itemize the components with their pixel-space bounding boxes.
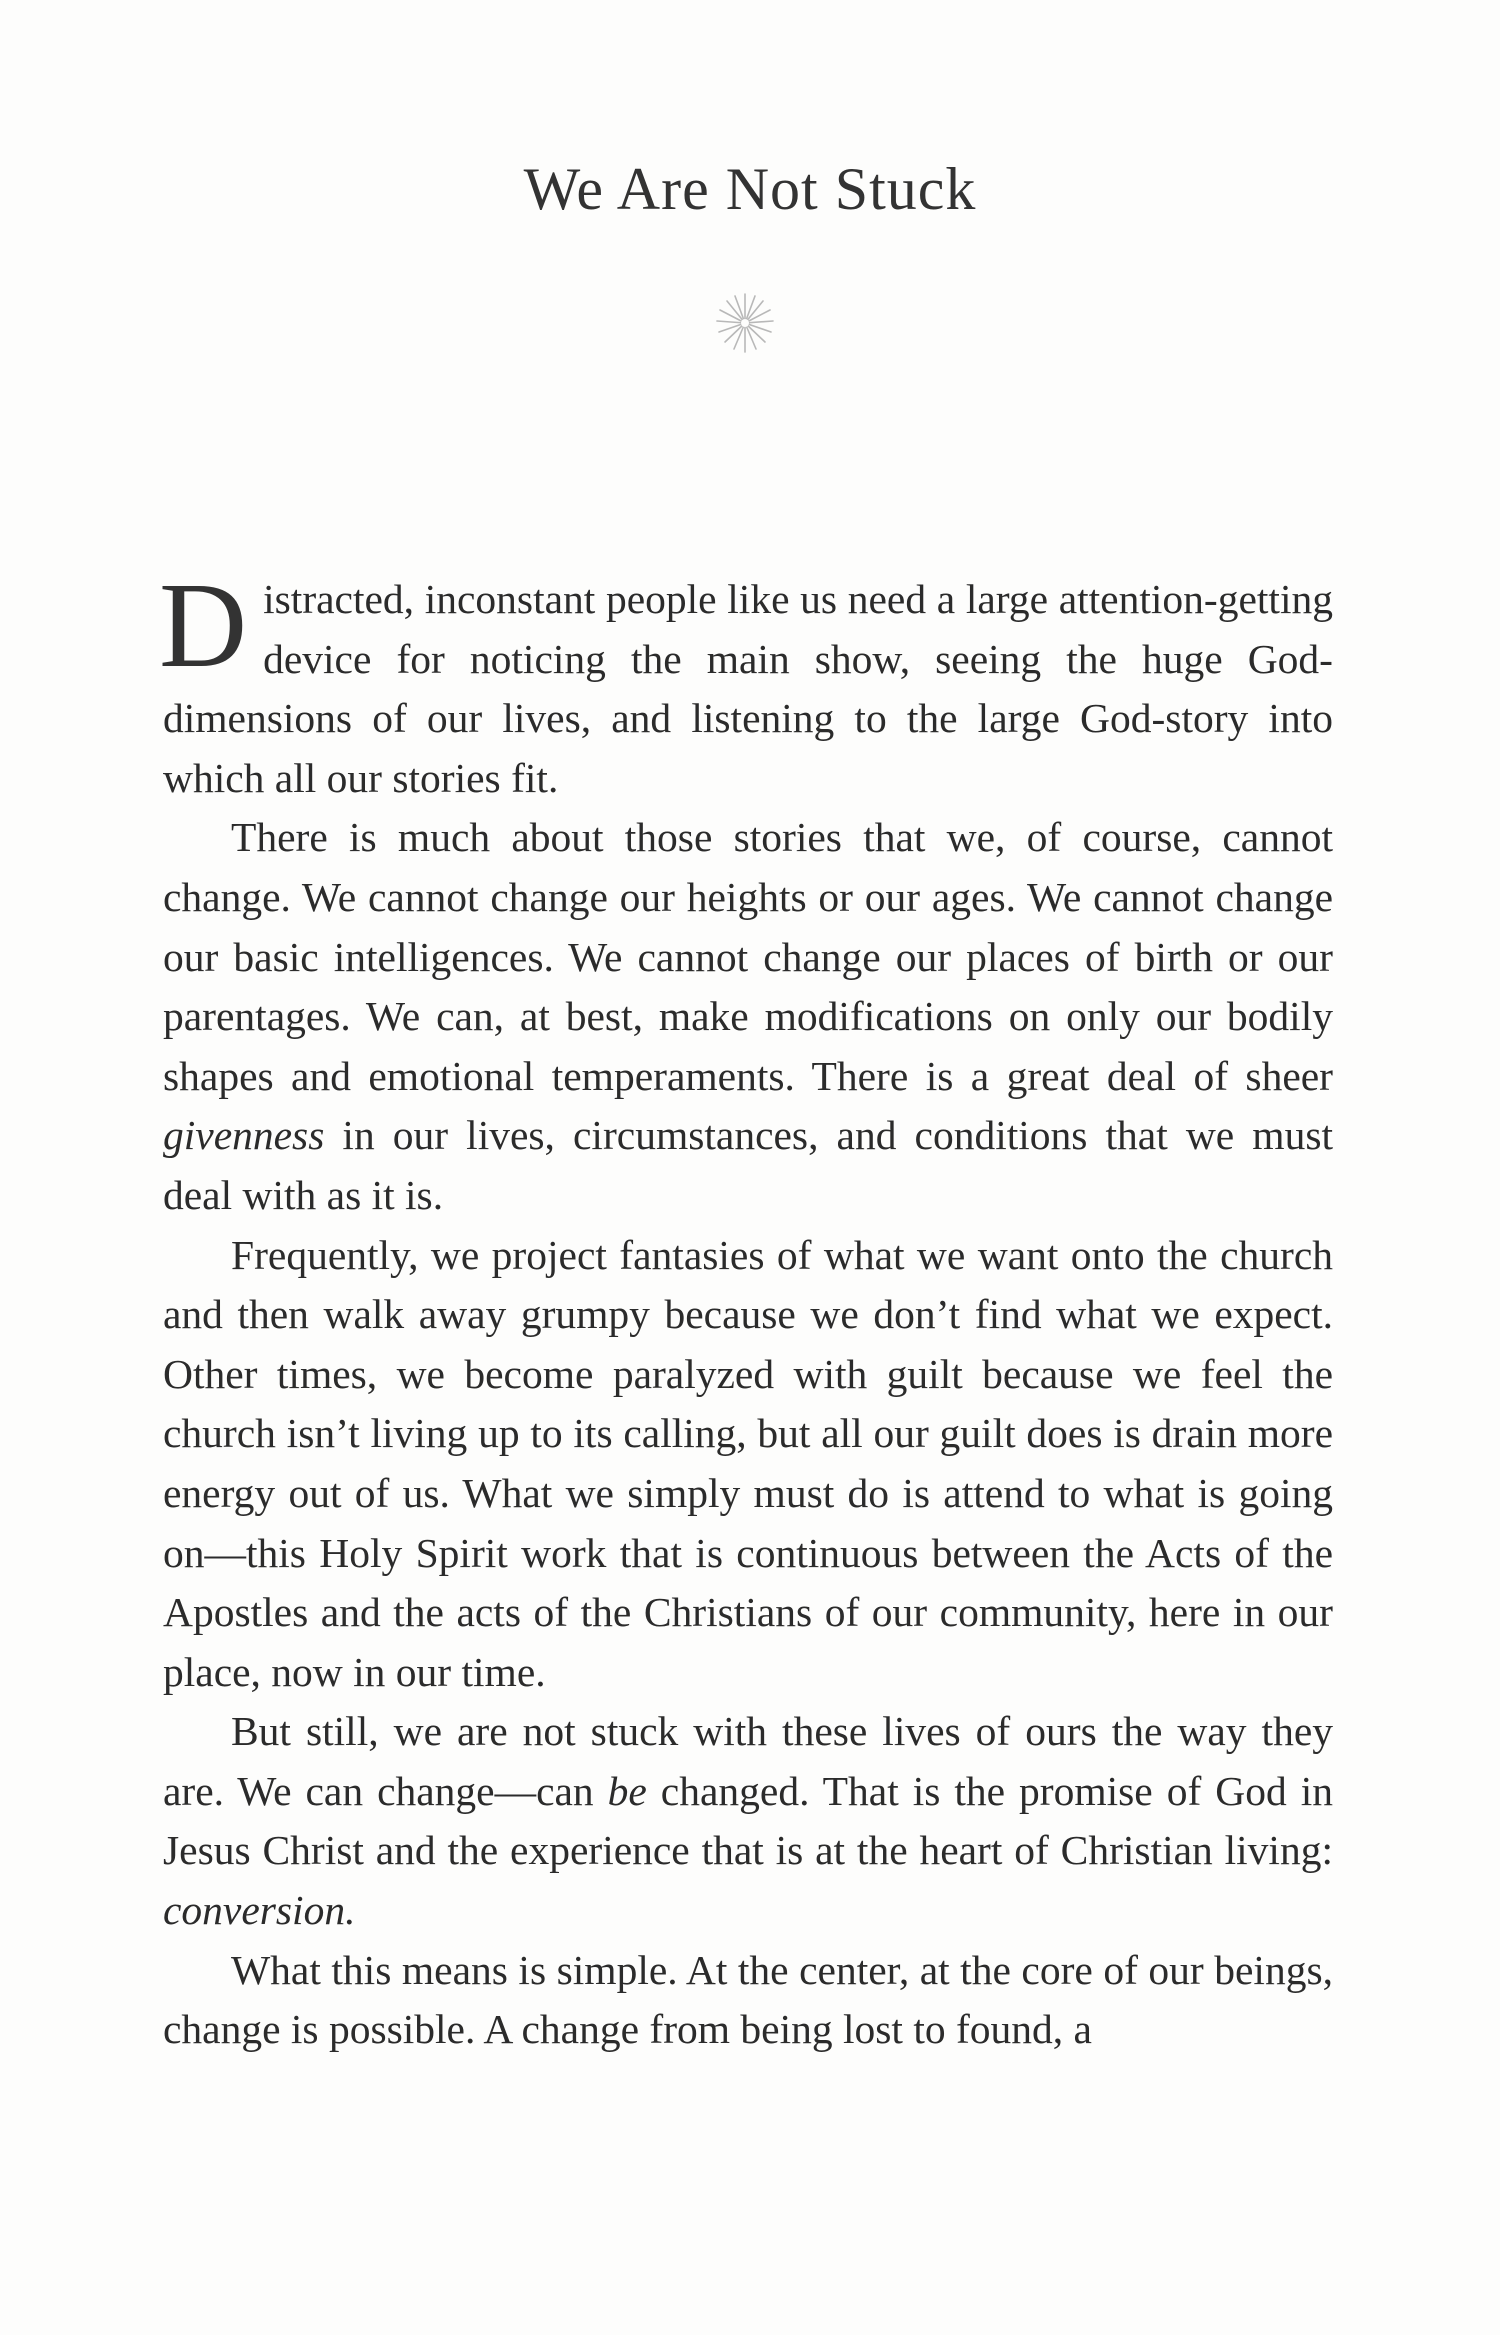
paragraph-1-text: istracted, inconstant people like us need a large attention-getting device for noticing the main show, seeing the huge God-dimensions of our lives, and listening to the large God-story into which all our stories fit.: [163, 576, 1333, 801]
paragraph-4: [163, 1702, 1333, 1940]
sunburst-ornament-icon: [710, 288, 780, 358]
paragraph-2-text-before: There is much about those stories that we, of course, cannot change. We cannot change our heights or our ages. We cannot change our basic intelligences. We cannot change our places of birth or our parentages. We can, at best, make modifications on only our bodily shapes and emotional temperaments. There is a great deal of sheer: [163, 814, 1333, 1099]
paragraph-4-emphasis: be: [607, 1767, 647, 1814]
paragraph-2-emphasis: givenness: [163, 1112, 325, 1159]
paragraph-2: [163, 808, 1333, 1225]
paragraph-1: [159, 558, 1333, 808]
chapter-title: We Are Not Stuck: [523, 156, 977, 222]
paragraph-4-text-middle: changed. That is the promise of God in Jesus Christ and the experience that is at the heart of Christian living:: [163, 1767, 1333, 1874]
paragraph-4-emphasis-2: conversion.: [163, 1887, 356, 1934]
paragraph-4-text-before: But still, we are not stuck with these lives of ours the way they are. We can change—can: [163, 1708, 1333, 1814]
paragraph-3: Frequently, we project fantasies of what we want onto the church and then walk away grumpy because we don’t find what we expect. Other times, we become paralyzed with guilt because we feel the church isn’t living up to its calling, but all our guilt does is drain more energy out of us. What we simply must do is attend to what is going on—this Holy Spirit work that is continuous between the Acts of the Apostles and the acts of the Christians of our community, here in our place, now in our time.: [163, 1231, 1333, 1695]
drop-cap: D: [159, 558, 248, 693]
paragraph-5: What this means is simple. At the center, at the core of our beings, change is possible. A change from being lost to found, a: [163, 1946, 1333, 2053]
body-text: [159, 558, 1333, 2060]
paragraph-2-text-after: in our lives, circumstances, and conditions that we must deal with as it is.: [163, 1112, 1333, 1218]
